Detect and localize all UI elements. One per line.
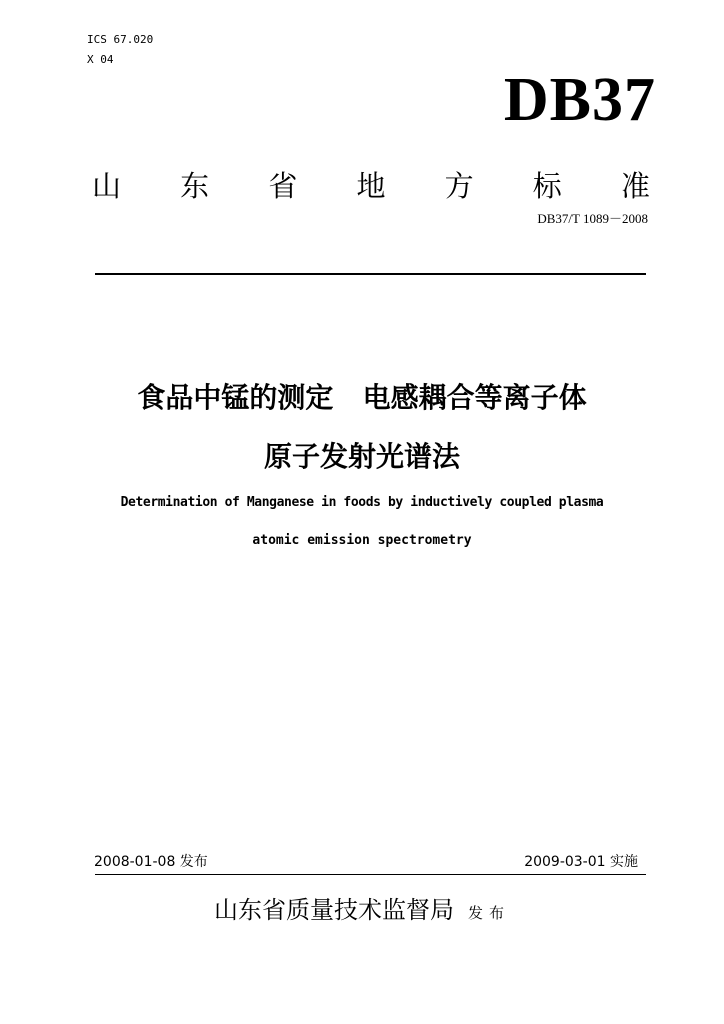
- issuer-action: 发布: [467, 904, 510, 922]
- bottom-divider: [95, 874, 646, 875]
- standard-kind-char: 东: [180, 169, 210, 203]
- standard-kind-char: 山: [92, 169, 122, 203]
- issuer-name: 山东省质量技术监督局: [213, 896, 454, 924]
- standard-kind-char: 准: [620, 169, 650, 203]
- ics-code: ICS 67.020: [87, 33, 154, 46]
- issuer-line: [0, 893, 724, 930]
- chinese-title-line-2: 原子发射光谱法: [263, 440, 460, 473]
- standard-kind-heading: [92, 168, 650, 204]
- chinese-title-line-1: 食品中锰的测定 电感耦合等离子体: [137, 381, 587, 414]
- standard-kind-char: 省: [268, 169, 298, 203]
- implementation-date: 2009-03-01 实施: [524, 854, 638, 870]
- standard-kind-char: 方: [444, 169, 474, 203]
- standard-logo-code: DB37: [503, 66, 656, 134]
- standard-kind-char: 标: [532, 169, 562, 203]
- english-title-line-1: Determination of Manganese in foods by inductively coupled plasma: [120, 495, 604, 510]
- english-title-line-2: atomic emission spectrometry: [252, 533, 472, 548]
- top-divider: [95, 273, 646, 275]
- classification-code: X 04: [87, 53, 114, 66]
- standard-kind-char: 地: [356, 169, 386, 203]
- issue-date: 2008-01-08 发布: [94, 854, 208, 870]
- standard-number: DB37/T 1089－2008: [537, 211, 648, 226]
